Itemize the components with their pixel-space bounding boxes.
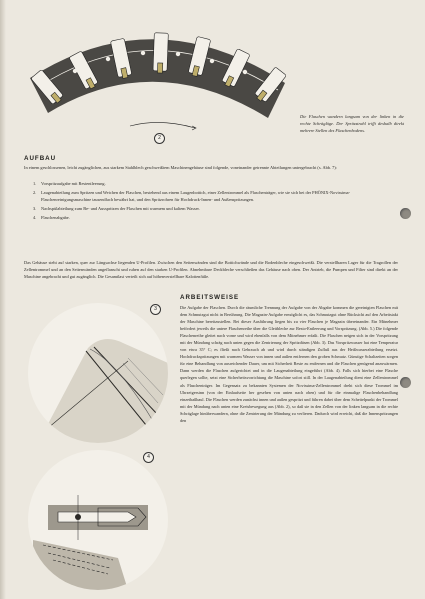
figure-3-number: 3 bbox=[150, 304, 161, 315]
section-heading-aufbau: AUFBAU bbox=[24, 155, 57, 162]
list-item-number: 3. bbox=[33, 206, 37, 212]
figure-4-number: 4 bbox=[143, 452, 154, 463]
list-item-text: Flaschenabgabe. bbox=[41, 215, 70, 221]
bottle-drum-illustration bbox=[10, 8, 300, 148]
list-item bbox=[33, 214, 393, 221]
list-item bbox=[33, 189, 393, 203]
list-item-number: 1. bbox=[33, 181, 37, 186]
binder-hole-upper bbox=[400, 208, 411, 219]
aufbau-list bbox=[33, 180, 393, 221]
list-item bbox=[33, 180, 393, 187]
figure-2-number: 2 bbox=[154, 133, 165, 144]
list-item-number: 2. bbox=[33, 190, 37, 196]
figure-2-caption: Die Flaschen wandern langsam von der linken in die rechte Schrägläge. Der Spritzstrahl trifft deshalb direkt mehrere Stellen des Flaschenbodens. bbox=[300, 114, 404, 134]
aufbau-body: Das Gehäuse steht auf starken, quer zur Längsachse liegenden U-Profilen. Zwischen den Seitenwänden sind die Bottichwände und die Bodenbleche eingeschweißt. Die verstellbaren Lager für die Tragrollen der Zellentrommel und an den Seitenwänden angeflanscht und ruhen auf den starken U-Profilen. Abnehmbare Deckbleche verschließen das Gehäuse nach oben. Der Antrieb, die Pumpen und Filter sind direkt an der Maschine angebracht und gut zugänglich. Die Gesamtlast verteilt sich auf höhenverstellbare Kalottenfüße. bbox=[24, 260, 398, 280]
list-item-text: Vorspritzaufgabe mit Restentleerung. bbox=[41, 181, 106, 186]
list-item-number: 4. bbox=[33, 215, 37, 221]
list-item-text: Nachspülabteilung zum Be- und Ausspritzen der Flaschen mit warmem und kaltem Wasser. bbox=[41, 206, 200, 212]
section-heading-arbeitsweise: ARBEITSWEISE bbox=[180, 294, 240, 301]
binder-hole-lower bbox=[400, 377, 411, 388]
arbeitsweise-text: Die Aufgabe der Flaschen. Durch die räumliche Trennung der Aufgabe von der Abgabe kommen die gereinigten Flaschen mit dem Schmutzgut nicht in Berührung. Die Magazin-Aufgabe ermöglicht es, das Schmutzgut ohne Rücksicht auf den Arbeitstakt der Maschine bereitzustellen. Bei dieser Ausführung liegen bis zu vier Flaschen je Magazin übereinander. Ein Mitnehmer befördert jeweils die untere Flaschenreihe über die Gleitbleche zur Resto-Entleerung und Vorspritzung. (Abb. 5.) Die folgende Flaschenreihe gleitet nach vorne und wird ebenfalls von dem Mitnehmer erfaßt. Die Flaschen neigen sich in der Vorspritzung mit der Mündung schräg nach unten gegen die Zentrierung der Spritzdüsen (Abb. 3). Das Vorspritzwasser hat eine Temperatur von etwa 35° C; es fließt nach Gebrauch ab und wird durch ständigen Zufluß aus der Heißwasserabteilung ersetzt. Hochdruckspritzungen mit warmem Wasser von innen und außen entfernen den groben Schmutz. Günstige Schaltzeiten sorgen für eine Behandlung von ausreichender Dauer, um mit Sicherheit Reste zu entfernen und die Flaschen genügend anzuwärmen. Dann werden die Flaschen aufgerichtet und in die Laugenabteilung eingeführt (Abb. 4). Falls sich hierbei eine Flasche querlegen sollte, setzt eine Sicherheitsvorrichtung die Maschine sofort still. In der Laugenabteilung dient eine Zellentrommel als Flaschenträger. Im Gegensatz zu bekannten Systemen der Novissima-Zellentrommel dreht sich diese Trommel im Uhrzeigersinn (von der Einlaufseite her gesehen von unten nach oben) und für die einmalige Flaschenbehandlung einzeibaßbaul. Die Flaschen werden zunächst innen und außen gespritzt und führen dabei über dem Scheitelpunkt der Trommel mit der Mündung nach unten eine Kreisbewegung aus (Abb. 2), so daß sie in den Zellen von der linken langsam in die rechte Schräglage hinüberwandern, ohne die Zentrierung der Mündung zu verlieren. Dadurch wird erreicht, daß die Innenspritzungen den bbox=[180, 305, 398, 423]
spray-nozzle-illustration bbox=[28, 303, 168, 443]
list-item-text: Laugenabteilung zum Spritzen und Weichen der Flaschen, bestehend aus einem Laugenbottich, einer Zellentrommel als Flaschenträger, wie sie sich bei der PHÖNIX-Novissima-Flaschenreinigungsmaschine tausendfach bewährt hat, und den Spritzrohren für Hochdruck-Innen- und Außenspritzungen. bbox=[41, 190, 351, 203]
page-gutter-shadow bbox=[0, 0, 6, 599]
aufbau-intro: In einem geschlossenen, leicht zugänglichen, aus starkem Stahlblech geschweißtem Maschinengehäuse sind folgende, voneinander getrennte Abteilungen untergebracht (s. Abb. 7): bbox=[24, 165, 337, 170]
list-item bbox=[33, 205, 393, 212]
figure-4-circle bbox=[28, 450, 168, 590]
figure-3-circle bbox=[28, 303, 168, 443]
bottle-infeed-illustration bbox=[28, 450, 168, 590]
